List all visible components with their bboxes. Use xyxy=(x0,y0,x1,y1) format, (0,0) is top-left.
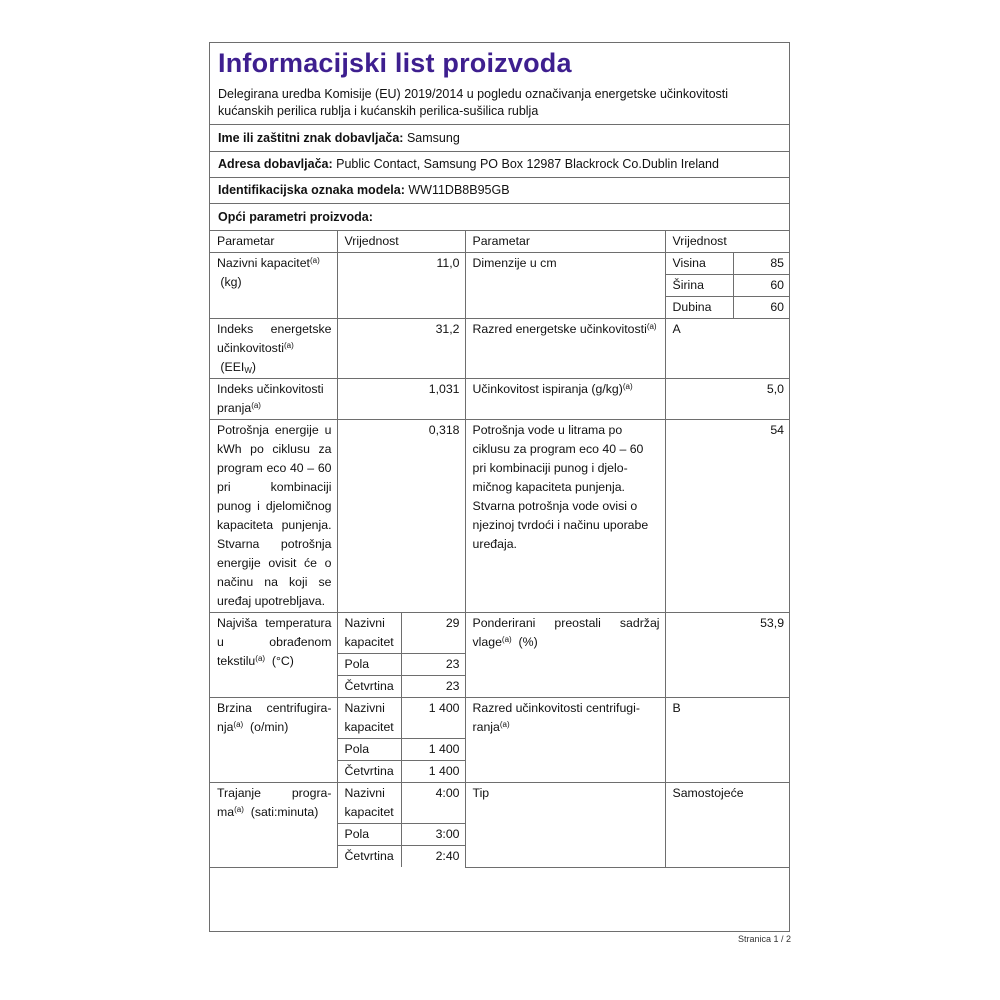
temp-sub-rated: Nazivni kapacitet xyxy=(337,613,401,654)
duration-quarter-value: 2:40 xyxy=(401,846,465,868)
spin-class-value: B xyxy=(665,698,789,783)
page-title: Informacijski list proizvoda xyxy=(218,48,572,78)
product-info-sheet xyxy=(209,42,790,932)
supplier-name-label: Ime ili zaštitni znak dobavljača: xyxy=(218,131,404,145)
spin-sub-quarter: Četvrtina xyxy=(337,761,401,783)
spin-sub-rated: Nazivni kapacitet xyxy=(337,698,401,739)
model-value: WW11DB8B95GB xyxy=(408,183,510,197)
duration-rated-value: 4:00 xyxy=(401,783,465,824)
table-row xyxy=(210,420,789,613)
water-consumption-label: Potrošnja vode u litrama po ciklusu za program eco 40 – 60 pri kombinaciji punog i djelomičnog kapaciteta punjenja. Stvarna potrošnja vode ovisi o njezinoj tvrdoći i načinu uporabe uređaja. xyxy=(465,420,665,613)
type-label: Tip xyxy=(465,783,665,868)
table-row xyxy=(210,379,789,420)
supplier-address-value: Public Contact, Samsung PO Box 12987 Blackrock Co.Dublin Ireland xyxy=(336,157,719,171)
eei-label: Indeks energetske učinkovitosti$^{(a)}$ $(EEI_W)$ xyxy=(210,319,337,379)
width-value: 60 xyxy=(733,275,789,297)
max-temperature-label: Najviša temperatura u obrađenom tekstilu$^{(a)}$ (°C) xyxy=(210,613,337,698)
energy-class-value: A xyxy=(665,319,789,379)
depth-label: Dubina xyxy=(665,297,733,319)
rated-capacity-value: 11,0 xyxy=(337,253,465,319)
col-header-param: Parametar xyxy=(210,231,337,253)
rinse-label: Učinkovitost ispiranja $(g/kg)^{(a)}$ xyxy=(465,379,665,420)
page-number: Stranica 1 / 2 xyxy=(738,934,792,944)
program-duration-label: Trajanje programa$^{(a)}$ (sati:minuta) xyxy=(210,783,337,868)
spin-speed-label: Brzina centrifugiranja$^{(a)}$ (o/min) xyxy=(210,698,337,783)
moisture-value: 53,9 xyxy=(665,613,789,698)
supplier-address-row xyxy=(210,152,789,178)
temp-sub-half: Pola xyxy=(337,654,401,676)
model-label: Identifikacijska oznaka modela: xyxy=(218,183,405,197)
spin-quarter-value: 1 400 xyxy=(401,761,465,783)
table-row xyxy=(210,613,789,654)
duration-sub-rated: Nazivni kapacitet xyxy=(337,783,401,824)
duration-sub-quarter: Četvrtina xyxy=(337,846,401,868)
temp-sub-quarter: Četvrtina xyxy=(337,676,401,698)
model-row xyxy=(210,178,789,204)
col-header-param2: Parametar xyxy=(465,231,665,253)
depth-value: 60 xyxy=(733,297,789,319)
col-header-value2: Vrijednost xyxy=(665,231,789,253)
table-header-row xyxy=(210,231,789,253)
table-row xyxy=(210,783,789,824)
supplier-address-label: Adresa dobavljača: xyxy=(218,157,333,171)
dimensions-label: Dimenzije u cm xyxy=(465,253,665,319)
height-label: Visina xyxy=(665,253,733,275)
supplier-name-row xyxy=(210,125,789,152)
width-label: Širina xyxy=(665,275,733,297)
energy-class-label: Razred energetske učinkovitosti$^{(a)}$ xyxy=(465,319,665,379)
height-value: 85 xyxy=(733,253,789,275)
regulation-subtitle: Delegirana uredba Komisije (EU) 2019/2014 u pogledu označivanja energetske učinkovitosti kućanskih perilica rublja i kućanskih perilica-sušilica rublja xyxy=(218,87,729,118)
general-params-row xyxy=(210,204,789,231)
rinse-value: 5,0 xyxy=(665,379,789,420)
energy-consumption-label: Potrošnja energije u kWh po ciklusu za program eco 40 – 60 pri kombinaciji punog i djelomičnog kapaciteta punjenja. Stvarna potrošnja energije ovisit će o načinu na koji se uređaj upotrebljava. xyxy=(210,420,337,613)
duration-half-value: 3:00 xyxy=(401,824,465,846)
wash-index-label: Indeks učinkovitosti pranja$^{(a)}$ xyxy=(210,379,337,420)
spin-sub-half: Pola xyxy=(337,739,401,761)
water-consumption-value: 54 xyxy=(665,420,789,613)
parameters-table xyxy=(210,231,789,868)
wash-index-value: 1,031 xyxy=(337,379,465,420)
moisture-label: Ponderirani preostali sadržaj vlage$^{(a)}$ (%) xyxy=(465,613,665,698)
duration-sub-half: Pola xyxy=(337,824,401,846)
supplier-name-value: Samsung xyxy=(406,131,460,145)
table-row xyxy=(210,319,789,379)
temp-quarter-value: 23 xyxy=(401,676,465,698)
temp-half-value: 23 xyxy=(401,654,465,676)
eei-value: 31,2 xyxy=(337,319,465,379)
table-row xyxy=(210,698,789,739)
spin-rated-value: 1 400 xyxy=(401,698,465,739)
general-params-label: Opći parametri proizvoda: xyxy=(218,210,373,224)
rated-capacity-label: Nazivni kapacitet$^{(a)}$ (kg) xyxy=(210,253,337,319)
spin-class-label: Razred učinkovitosti centrifugiranja$^{(a)}$ xyxy=(465,698,665,783)
energy-consumption-value: 0,318 xyxy=(337,420,465,613)
type-value: Samostojeće xyxy=(665,783,789,868)
temp-rated-value: 29 xyxy=(401,613,465,654)
title-block xyxy=(210,43,789,125)
spin-half-value: 1 400 xyxy=(401,739,465,761)
table-row xyxy=(210,253,789,275)
col-header-value: Vrijednost xyxy=(337,231,465,253)
